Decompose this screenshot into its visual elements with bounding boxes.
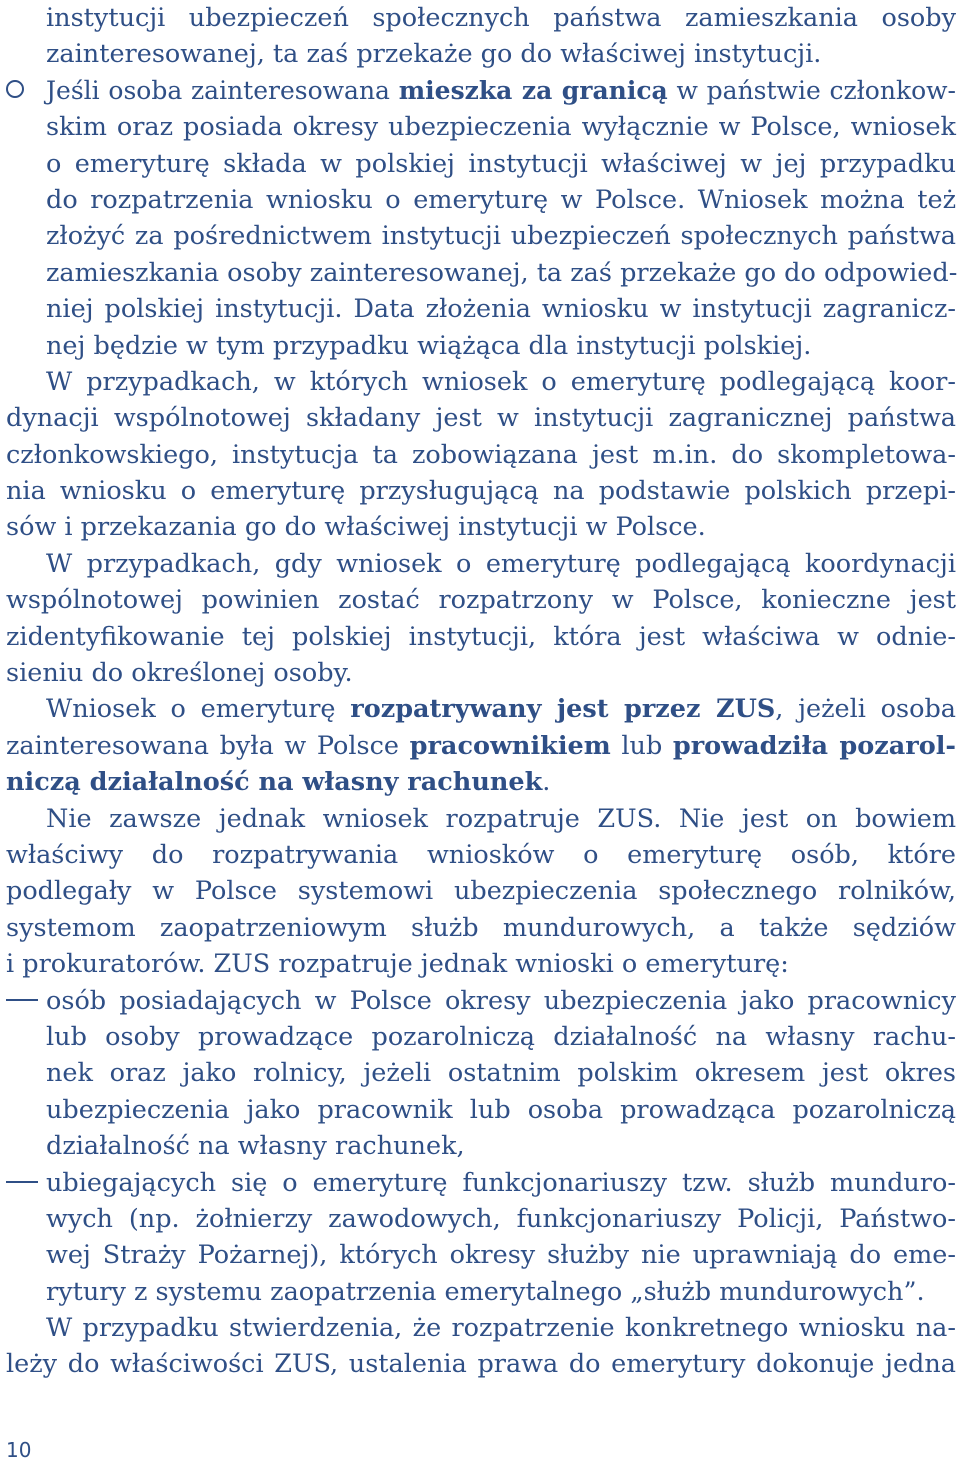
text-span: zamieszkania osoby zainteresowanej, ta zaś przekaże go do odpowied- (46, 257, 958, 288)
text-line (6, 473, 956, 509)
text-line (6, 946, 956, 982)
text-line (6, 1201, 956, 1237)
text-span: niej polskiej instytucji. Data złożenia wniosku w instytucji zagranicz- (46, 294, 956, 325)
text-span: sów i przekazania go do właściwej instytucji w Polsce. (6, 512, 706, 543)
paragraph-first-line (6, 546, 956, 582)
page-number: 10 (6, 1438, 32, 1462)
text-line (6, 255, 956, 291)
text-line (6, 400, 956, 436)
text-span: Jeśli osoba zainteresowana (46, 75, 399, 105)
text-span: , jeżeli osoba (775, 694, 956, 725)
text-span: ubiegających się o emeryturę funkcjonariuszy tzw. służb munduro- (46, 1167, 956, 1198)
text-line (6, 36, 956, 72)
text-line (6, 218, 956, 254)
text-span: członkowskiego, instytucja ta zobowiązana jest m.in. do skompletowa- (6, 439, 956, 470)
text-line (6, 146, 956, 182)
text-span: wspólnotowej powinien zostać rozpatrzony w Polsce, konieczne jest (6, 585, 956, 616)
text-line (6, 1019, 956, 1055)
text-line (6, 509, 956, 545)
bold-text: mieszka za granicą (398, 75, 668, 105)
text-line (6, 291, 956, 327)
text-span: skim oraz posiada okresy ubezpieczenia wyłącznie w Polsce, wniosek (46, 112, 956, 143)
text-span: zainteresowana była w Polsce (6, 730, 410, 761)
bullet-item-line (6, 73, 956, 109)
text-line (6, 437, 956, 473)
text-span: wej Straży Pożarnej), których okresy służby nie uprawniają do eme- (46, 1240, 956, 1271)
text-span: leży do właściwości ZUS, ustalenia prawa do emerytury dokonuje jedna (6, 1349, 956, 1380)
text-line (6, 910, 956, 946)
text-line (6, 1055, 956, 1091)
paragraph-first-line (6, 364, 956, 400)
text-line (6, 619, 956, 655)
text-span: nej będzie w tym przypadku wiążąca dla instytucji polskiej. (46, 330, 812, 361)
bold-text: rozpatrywany jest przez ZUS (350, 694, 776, 725)
text-line (6, 655, 956, 691)
paragraph-first-line (6, 691, 956, 727)
text-line (6, 0, 956, 36)
text-line (6, 1274, 956, 1310)
text-span: o emeryturę składa w polskiej instytucji właściwej w jej przypadku (46, 148, 956, 179)
text-span: w państwie członkow- (667, 75, 956, 105)
text-span: ubezpieczenia jako pracownik lub osoba prowadząca pozarolniczą (46, 1094, 956, 1125)
text-line (6, 873, 956, 909)
text-line (6, 764, 956, 800)
text-span: złożyć za pośrednictwem instytucji ubezpieczeń społecznych państwa (46, 221, 956, 252)
text-line (6, 728, 956, 764)
dash-bullet-icon (6, 1165, 42, 1201)
text-line (6, 1128, 956, 1164)
text-span: nek oraz jako rolnicy, jeżeli ostatnim polskim okresem jest okres (46, 1058, 956, 1089)
text-span: systemom zaopatrzeniowym służb mundurowych, a także sędziów (6, 912, 956, 943)
bold-text: niczą działalność na własny rachunek (6, 767, 543, 798)
text-span: lub (610, 730, 673, 761)
text-span: zainteresowanej, ta zaś przekaże go do właściwej instytucji. (46, 39, 822, 70)
text-span: W przypadkach, w których wniosek o emeryturę podlegającą koor- (46, 366, 956, 397)
text-span: lub osoby prowadzące pozarolniczą działalność na własny rachu- (46, 1021, 956, 1052)
text-span: dynacji wspólnotowej składany jest w instytucji zagranicznej państwa (6, 403, 956, 434)
text-span: i prokuratorów. ZUS rozpatruje jednak wnioski o emeryturę: (6, 949, 789, 980)
text-line (6, 837, 956, 873)
text-span: działalność na własny rachunek, (46, 1131, 465, 1162)
text-line (6, 1237, 956, 1273)
text-span: rytury z systemu zaopatrzenia emerytalnego „służb mundurowych”. (46, 1276, 925, 1307)
text-span: Wniosek o emeryturę (46, 694, 351, 725)
text-line (6, 182, 956, 218)
text-line (6, 1346, 956, 1382)
text-span: sieniu do określonej osoby. (6, 658, 353, 689)
circle-bullet-icon (6, 73, 42, 109)
bold-text: prowadziła pozarol- (672, 730, 956, 761)
dash-item-line (6, 983, 956, 1019)
dash-item-line (6, 1165, 956, 1201)
paragraph-first-line (6, 801, 956, 837)
text-span: Nie zawsze jednak wniosek rozpatruje ZUS. Nie jest on bowiem (46, 803, 956, 834)
text-span: W przypadkach, gdy wniosek o emeryturę podlegającą koordynacji (46, 548, 956, 579)
text-span: wych (np. żołnierzy zawodowych, funkcjonariuszy Policji, Państwo- (46, 1203, 956, 1234)
text-span: W przypadku stwierdzenia, że rozpatrzenie konkretnego wniosku na- (46, 1313, 956, 1344)
text-span: zidentyfikowanie tej polskiej instytucji, która jest właściwa w odnie- (6, 621, 956, 652)
text-line (6, 582, 956, 618)
text-span: nia wniosku o emeryturę przysługującą na podstawie polskich przepi- (6, 476, 956, 507)
bold-text: pracownikiem (409, 730, 611, 761)
text-span: . (542, 767, 551, 798)
text-span: podlegały w Polsce systemowi ubezpieczenia społecznego rolników, (6, 876, 956, 907)
paragraph-first-line (6, 1310, 956, 1346)
dash-bullet-icon (6, 983, 42, 1019)
text-line (6, 1092, 956, 1128)
text-line (6, 109, 956, 145)
text-span: osób posiadających w Polsce okresy ubezpieczenia jako pracownicy (46, 985, 956, 1016)
text-span: instytucji ubezpieczeń społecznych państwa zamieszkania osoby (46, 3, 956, 33)
text-line (6, 328, 956, 364)
text-span: do rozpatrzenia wniosku o emeryturę w Polsce. Wniosek można też (46, 184, 956, 215)
document-page (6, 0, 956, 1383)
text-span: właściwy do rozpatrywania wniosków o emeryturę osób, które (6, 839, 956, 870)
